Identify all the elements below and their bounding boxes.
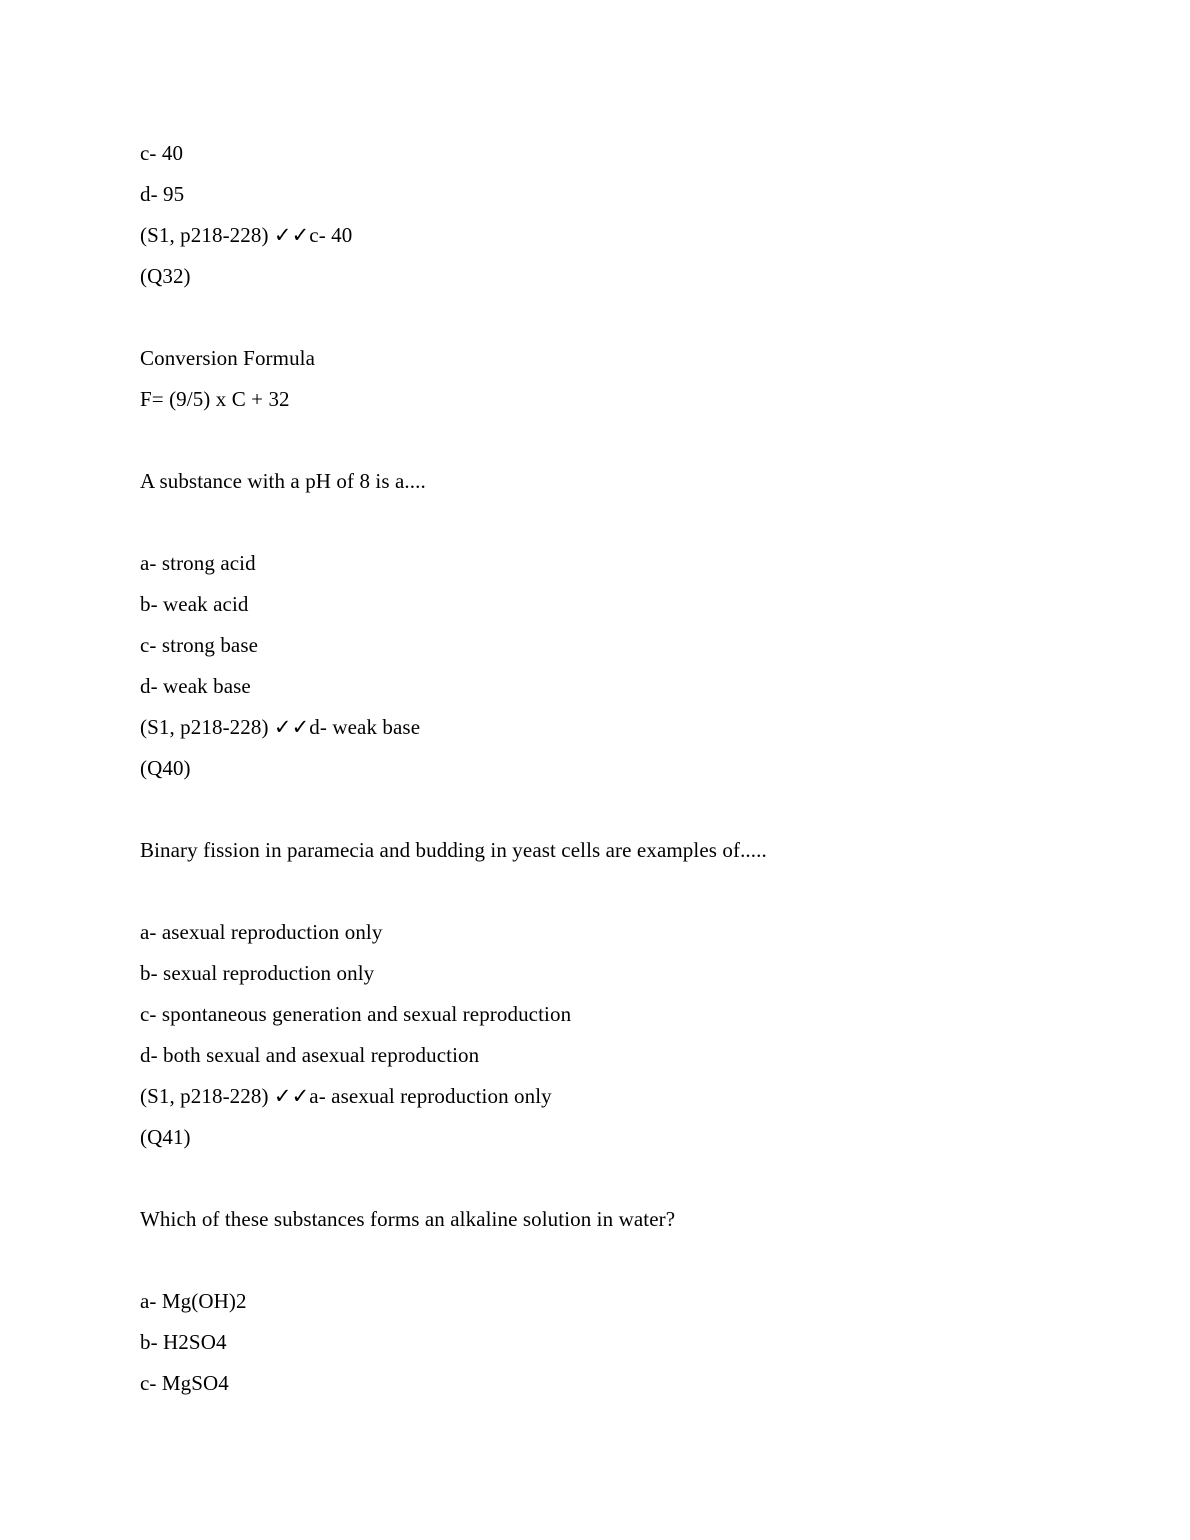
text-line: c- 40	[140, 141, 184, 165]
blank-line	[140, 871, 1070, 912]
blank-line	[140, 297, 1070, 338]
option-c: c- MgSO4	[140, 1371, 229, 1395]
question-text: A substance with a pH of 8 is a....	[140, 469, 426, 493]
option-a: a- strong acid	[140, 551, 256, 575]
text-line: Conversion Formula	[140, 346, 316, 370]
blank-line	[140, 1240, 1070, 1281]
answer-line: (S1, p218-228) ✓✓c- 40	[140, 223, 353, 247]
question-number: (Q41)	[140, 1125, 191, 1149]
question-number: (Q40)	[140, 756, 191, 780]
question-text: Binary fission in paramecia and budding in yeast cells are examples of.....	[140, 838, 767, 862]
option-b: b- sexual reproduction only	[140, 961, 375, 985]
option-a: a- Mg(OH)2	[140, 1289, 247, 1313]
blank-line	[140, 502, 1070, 543]
text-line: F= (9/5) x C + 32	[140, 387, 290, 411]
option-c: c- strong base	[140, 633, 259, 657]
blank-line	[140, 789, 1070, 830]
answer-line: (S1, p218-228) ✓✓d- weak base	[140, 715, 421, 739]
option-d: d- both sexual and asexual reproduction	[140, 1043, 480, 1067]
blank-line	[140, 1158, 1070, 1199]
question-text: Which of these substances forms an alkaline solution in water?	[140, 1207, 676, 1231]
option-b: b- H2SO4	[140, 1330, 227, 1354]
question-number: (Q32)	[140, 264, 191, 288]
option-d: d- weak base	[140, 674, 251, 698]
text-line: d- 95	[140, 182, 185, 206]
option-a: a- asexual reproduction only	[140, 920, 383, 944]
answer-line: (S1, p218-228) ✓✓a- asexual reproduction only	[140, 1084, 552, 1108]
option-b: b- weak acid	[140, 592, 249, 616]
option-c: c- spontaneous generation and sexual reproduction	[140, 1002, 572, 1026]
blank-line	[140, 420, 1070, 461]
